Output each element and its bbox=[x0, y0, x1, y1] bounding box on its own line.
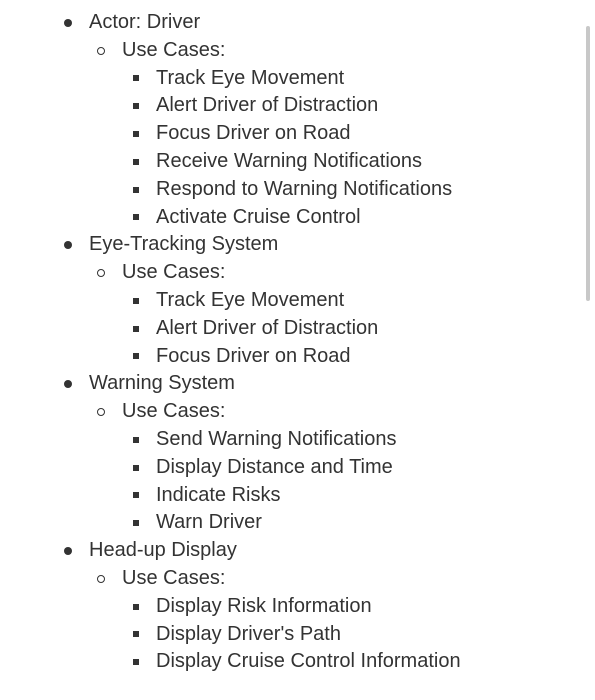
bullet-square-icon bbox=[133, 465, 139, 471]
list-item bbox=[0, 509, 580, 537]
use-cases-label: Use Cases: bbox=[122, 38, 226, 61]
use-case-text: Display Driver's Path bbox=[156, 622, 341, 645]
use-case-text: Display Risk Information bbox=[156, 594, 372, 617]
list-item bbox=[0, 593, 580, 621]
list-item bbox=[0, 92, 580, 120]
list-item bbox=[0, 482, 580, 510]
bullet-disc-icon bbox=[64, 547, 72, 555]
section-title: Actor: Driver bbox=[89, 11, 201, 33]
list-item bbox=[0, 204, 580, 232]
bullet-circle-icon bbox=[97, 269, 105, 277]
list-item bbox=[0, 426, 580, 454]
section-title: Eye-Tracking System bbox=[89, 233, 279, 256]
use-case-text: Activate Cruise Control bbox=[156, 205, 361, 228]
use-cases-heading bbox=[0, 398, 580, 426]
use-case-text: Warn Driver bbox=[156, 511, 262, 534]
bullet-square-icon bbox=[133, 604, 139, 610]
use-case-text: Track Eye Movement bbox=[156, 66, 345, 89]
use-case-text: Send Warning Notifications bbox=[156, 427, 397, 450]
bullet-square-icon bbox=[133, 103, 139, 109]
outline-list bbox=[0, 9, 580, 676]
use-case-text: Focus Driver on Road bbox=[156, 122, 351, 145]
list-item bbox=[0, 65, 580, 93]
list-item bbox=[0, 287, 580, 315]
use-cases-heading bbox=[0, 37, 580, 65]
use-case-text: Alert Driver of Distraction bbox=[156, 316, 379, 339]
scrollbar-thumb[interactable] bbox=[586, 26, 590, 301]
use-cases-heading bbox=[0, 259, 580, 287]
use-cases-heading bbox=[0, 565, 580, 593]
use-cases-label: Use Cases: bbox=[122, 261, 226, 284]
bullet-disc-icon bbox=[64, 380, 72, 388]
bullet-square-icon bbox=[133, 298, 139, 304]
use-case-text: Display Cruise Control Information bbox=[156, 650, 461, 673]
use-case-text: Receive Warning Notifications bbox=[156, 149, 423, 172]
use-case-text: Track Eye Movement bbox=[156, 288, 345, 311]
bullet-circle-icon bbox=[97, 575, 105, 583]
section-heading bbox=[0, 9, 580, 37]
bullet-square-icon bbox=[133, 492, 139, 498]
bullet-square-icon bbox=[133, 214, 139, 220]
list-item bbox=[0, 315, 580, 343]
use-case-text: Display Distance and Time bbox=[156, 455, 393, 478]
bullet-square-icon bbox=[133, 520, 139, 526]
bullet-circle-icon bbox=[97, 408, 105, 416]
list-item bbox=[0, 343, 580, 371]
list-item bbox=[0, 621, 580, 649]
list-item bbox=[0, 176, 580, 204]
bullet-square-icon bbox=[133, 631, 139, 637]
bullet-square-icon bbox=[133, 187, 139, 193]
section-heading bbox=[0, 231, 580, 259]
section-heading bbox=[0, 370, 580, 398]
bullet-disc-icon bbox=[64, 241, 72, 249]
list-item bbox=[0, 148, 580, 176]
bullet-square-icon bbox=[133, 75, 139, 81]
use-case-text: Respond to Warning Notifications bbox=[156, 177, 453, 200]
use-case-text: Indicate Risks bbox=[156, 483, 281, 506]
bullet-square-icon bbox=[133, 659, 139, 665]
bullet-square-icon bbox=[133, 326, 139, 332]
bullet-circle-icon bbox=[97, 47, 105, 55]
section-heading bbox=[0, 537, 580, 565]
bullet-square-icon bbox=[133, 159, 139, 165]
bullet-square-icon bbox=[133, 353, 139, 359]
use-cases-label: Use Cases: bbox=[122, 400, 226, 423]
bullet-disc-icon bbox=[64, 19, 72, 27]
section-title: Head-up Display bbox=[89, 539, 237, 562]
use-case-text: Focus Driver on Road bbox=[156, 344, 351, 367]
use-case-text: Alert Driver of Distraction bbox=[156, 94, 379, 117]
use-cases-label: Use Cases: bbox=[122, 566, 226, 589]
list-item bbox=[0, 120, 580, 148]
bullet-square-icon bbox=[133, 437, 139, 443]
section-title: Warning System bbox=[89, 372, 235, 395]
list-item bbox=[0, 454, 580, 482]
bullet-square-icon bbox=[133, 131, 139, 137]
list-item bbox=[0, 648, 580, 676]
